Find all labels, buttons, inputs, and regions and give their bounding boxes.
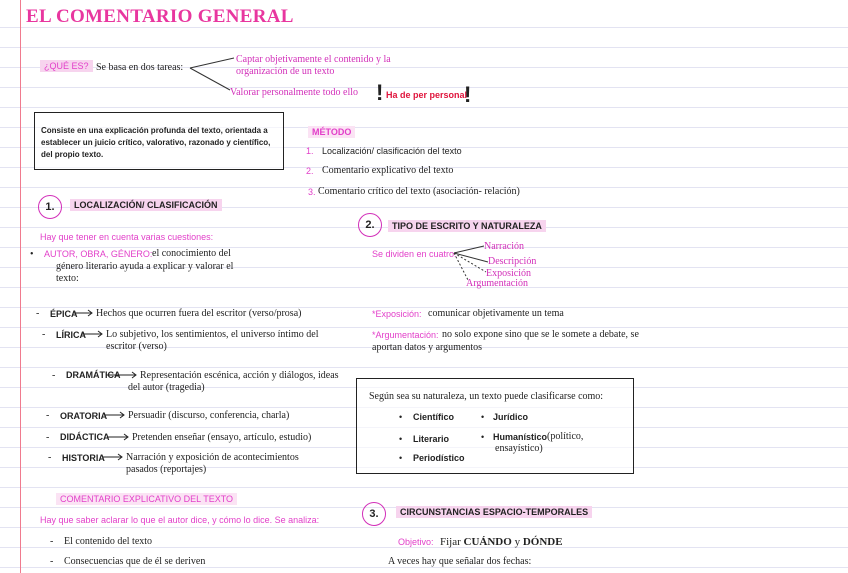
comentario-item-dash: - xyxy=(50,536,54,547)
bullet-lead: AUTOR, OBRA, GÉNERO: xyxy=(44,249,153,259)
metodo-step3: Comentario crítico del texto (asociación- relación) xyxy=(318,186,520,197)
nature-humanistico-note1: (político, xyxy=(547,431,584,442)
bullet-dot: • xyxy=(30,249,34,260)
comentario-heading: COMENTARIO EXPLICATIVO DEL TEXTO xyxy=(56,493,237,505)
task2: Valorar personalmente todo ello xyxy=(230,87,359,98)
metodo-step1: Localización/ clasificación del texto xyxy=(322,146,462,156)
nature-literario: Literario xyxy=(413,434,450,444)
objetivo-text: Fijar xyxy=(440,536,464,548)
section3-heading: CIRCUNSTANCIAS ESPACIO-TEMPORALES xyxy=(396,506,592,518)
type-argumentacion: Argumentación xyxy=(466,278,529,289)
section2-heading: TIPO DE ESCRITO Y NATURALEZA xyxy=(388,220,546,232)
bullet-line1: el conocimiento del xyxy=(152,248,231,259)
task1-line2: organización de un texto xyxy=(236,66,335,77)
task1-line1: Captar objetivamente el contenido y la xyxy=(236,54,391,65)
type-exposicion: Exposición xyxy=(486,268,531,279)
page-title: EL COMENTARIO GENERAL xyxy=(26,6,294,27)
arg-line2: aportan datos y argumentos xyxy=(372,342,483,353)
arg-line1: no solo expone sino que se le somete a debate, se xyxy=(442,329,639,340)
lirica-desc-line2: escritor (verso) xyxy=(106,341,167,352)
dramatica-arrow-icon xyxy=(106,372,136,378)
nature-cientifico: Científico xyxy=(413,412,455,422)
section3-number: 3. xyxy=(362,502,386,526)
definition-line1: Consiste en una explicación profunda del texto, orientada a xyxy=(41,126,268,135)
epica-desc: Hechos que ocurren fuera del escritor (verso/prosa) xyxy=(96,308,302,319)
oratoria-label: ORATORIA xyxy=(60,411,108,421)
nature-dot: • xyxy=(399,412,403,422)
nature-intro: Según sea su naturaleza, un texto puede clasificarse como: xyxy=(369,391,604,402)
expo-label: *Exposición: xyxy=(372,309,422,319)
cuando-word: CUÁNDO xyxy=(463,536,512,548)
nature-dot: • xyxy=(399,434,403,444)
bullet-line3: texto: xyxy=(56,273,79,284)
historia-arrow-icon xyxy=(102,454,122,460)
section2-number: 2. xyxy=(358,213,382,237)
task-branch-top xyxy=(190,58,234,68)
dramatica-desc-line2: del autor (tragedia) xyxy=(128,382,205,393)
didactica-dash: - xyxy=(46,432,50,443)
metodo-step1-num: 1. xyxy=(306,146,314,156)
oratoria-dash: - xyxy=(46,410,50,421)
epica-label: ÉPICA xyxy=(50,309,78,319)
exclaim-left-icon: ! xyxy=(376,80,384,105)
dramatica-dash: - xyxy=(52,370,56,381)
metodo-step3-num: 3. xyxy=(308,187,316,197)
definition-line2: establecer un juicio crítico, valorativo, razonado y científico, xyxy=(41,138,271,147)
type-branch-descripcion xyxy=(454,253,488,262)
lirica-desc-line1: Lo subjetivo, los sentimientos, el universo íntimo del xyxy=(106,329,319,340)
comentario-item2: Consecuencias que de él se deriven xyxy=(64,556,206,567)
epica-dash: - xyxy=(36,308,40,319)
dramatica-desc-line1: Representación escénica, acción y diálogos, ideas xyxy=(140,370,339,381)
lirica-arrow-icon xyxy=(82,331,102,337)
nature-dot: • xyxy=(399,453,403,463)
expo-text: comunicar objetivamente un tema xyxy=(428,308,564,319)
nature-dot: • xyxy=(481,432,485,442)
didactica-label: DIDÁCTICA xyxy=(60,432,110,442)
fechas-text: A veces hay que señalar dos fechas: xyxy=(388,556,532,567)
comentario-intro: Hay que saber aclarar lo que el autor dice, y cómo lo dice. Se analiza: xyxy=(40,515,320,525)
exclaim-right-icon: ! xyxy=(464,82,472,107)
epica-arrow-icon xyxy=(74,310,92,316)
definition-line3: del propio texto. xyxy=(41,150,104,159)
nature-dot: • xyxy=(481,412,485,422)
comentario-item1: El contenido del texto xyxy=(64,536,153,547)
nature-humanistico: Humanístico xyxy=(493,432,548,442)
didactica-arrow-icon xyxy=(108,434,128,440)
historia-label: HISTORIA xyxy=(62,453,105,463)
nature-humanistico-note2: ensayístico) xyxy=(495,443,543,454)
section1-intro: Hay que tener en cuenta varias cuestiones: xyxy=(40,232,214,242)
didactica-desc: Pretenden enseñar (ensayo, artículo, estudio) xyxy=(132,432,312,443)
metodo-step2-num: 2. xyxy=(306,166,314,176)
oratoria-arrow-icon xyxy=(104,412,124,418)
nature-juridico: Jurídico xyxy=(493,412,529,422)
que-es-label: ¿QUÉ ES? xyxy=(40,60,93,72)
lirica-label: LÍRICA xyxy=(56,330,86,340)
historia-dash: - xyxy=(48,452,52,463)
donde-word: DÓNDE xyxy=(522,536,563,548)
objetivo-label: Objetivo: xyxy=(398,537,434,547)
type-descripcion: Descripción xyxy=(488,256,537,267)
metodo-heading: MÉTODO xyxy=(308,126,355,138)
task-branch-bottom xyxy=(190,68,230,90)
metodo-step2: Comentario explicativo del texto xyxy=(322,165,454,176)
objetivo-y: y xyxy=(511,536,523,548)
type-narracion: Narración xyxy=(484,241,524,252)
divide-text: Se dividen en cuatro: xyxy=(372,249,457,259)
lirica-dash: - xyxy=(42,329,46,340)
historia-desc-line1: Narración y exposición de acontecimientos xyxy=(126,452,299,463)
bullet-line2: género literario ayuda a explicar y valorar el xyxy=(56,261,234,272)
historia-desc-line2: pasados (reportajes) xyxy=(126,464,207,475)
personal-note: Ha de per personal xyxy=(386,90,468,100)
arg-label: *Argumentación: xyxy=(372,330,439,340)
section1-number: 1. xyxy=(38,195,62,219)
type-branch-narracion xyxy=(454,246,484,253)
oratoria-desc: Persuadir (discurso, conferencia, charla) xyxy=(128,410,290,421)
type-branch-exposicion xyxy=(454,253,486,272)
comentario-item-dash: - xyxy=(50,556,54,567)
que-es-text: Se basa en dos tareas: xyxy=(96,62,184,73)
nature-periodistico: Periodístico xyxy=(413,453,465,463)
section1-heading: LOCALIZACIÓN/ CLASIFICACIÓN xyxy=(70,199,222,211)
dramatica-label: DRAMÁTICA xyxy=(66,370,121,380)
